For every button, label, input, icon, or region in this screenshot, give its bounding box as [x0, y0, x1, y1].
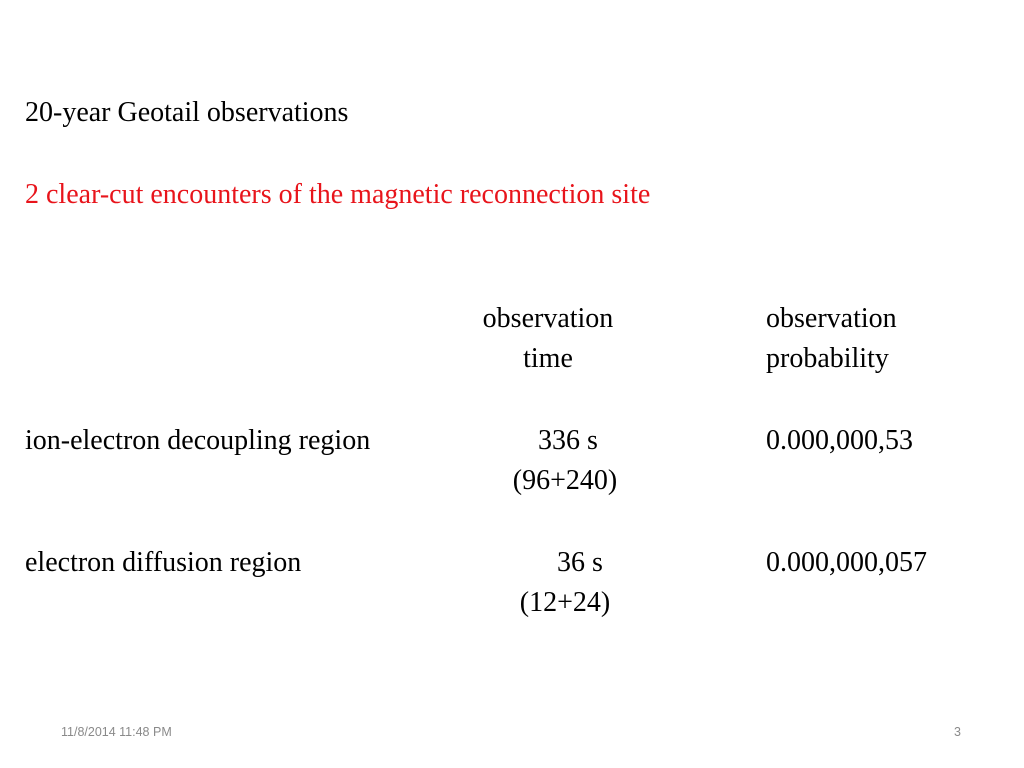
- row-time-detail: (12+24): [519, 587, 611, 618]
- header-time-line2: time: [523, 343, 573, 374]
- header-prob-line2: probability: [766, 343, 889, 374]
- row-probability: 0.000,000,53: [766, 425, 913, 456]
- row-probability: 0.000,000,057: [766, 547, 927, 578]
- footer-page-number: 3: [954, 725, 961, 739]
- row-time: 36 s: [557, 547, 603, 578]
- footer-date: 11/8/2014 11:48 PM: [61, 725, 172, 739]
- row-label: electron diffusion region: [25, 547, 302, 578]
- slide-title: 20-year Geotail observations: [25, 97, 349, 128]
- row-time: 336 s: [538, 425, 598, 456]
- row-time-detail: (96+240): [512, 465, 618, 496]
- slide-subtitle: 2 clear-cut encounters of the magnetic reconnection site: [25, 179, 651, 210]
- header-prob-line1: observation: [766, 303, 897, 334]
- header-time-line1: observation: [482, 303, 614, 334]
- row-label: ion-electron decoupling region: [25, 425, 371, 456]
